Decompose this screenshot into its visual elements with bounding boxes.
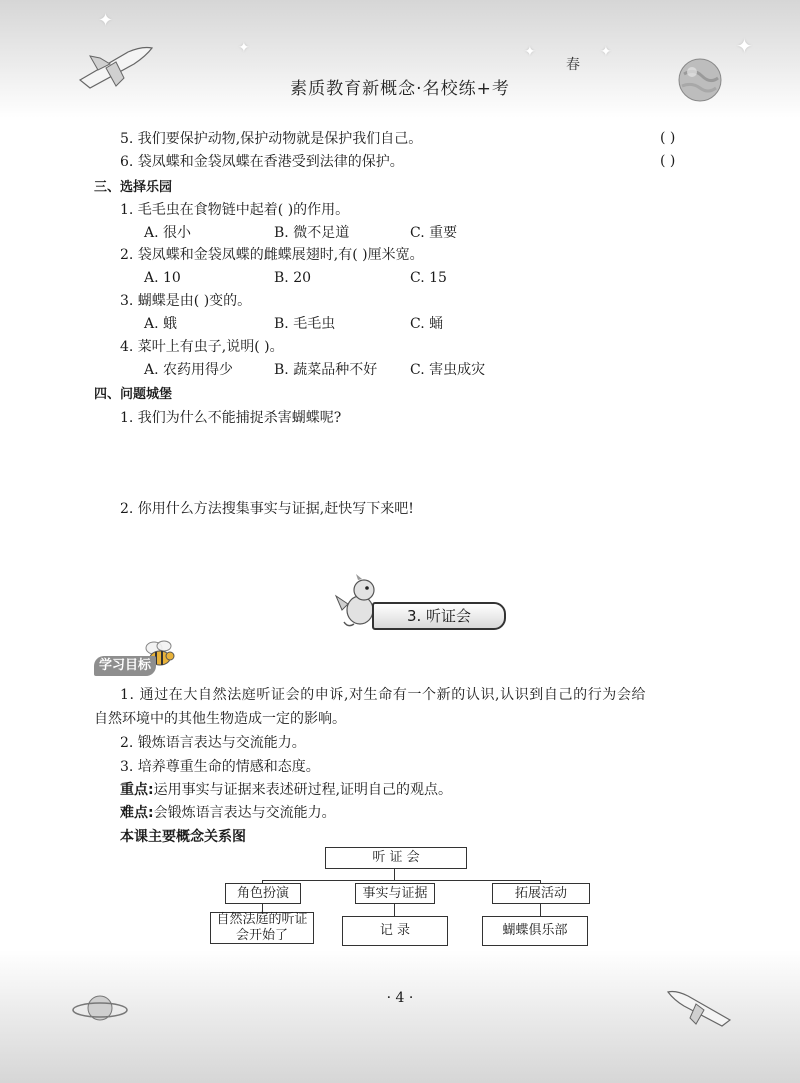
concept-branch: 角色扮演 bbox=[225, 883, 301, 904]
difficulty-text: 会锻炼语言表达与交流能力。 bbox=[153, 805, 336, 821]
section-heading: 四、问题城堡 bbox=[94, 387, 173, 402]
question-text: 4. 菜叶上有虫子,说明( )。 bbox=[120, 339, 284, 355]
ringed-planet-icon bbox=[70, 988, 130, 1028]
option-c[interactable]: C. 蛹 bbox=[410, 316, 444, 332]
star-icon: ✦ bbox=[600, 44, 612, 60]
goal-text: 3. 培养尊重生命的情感和态度。 bbox=[120, 759, 320, 775]
key-point-text: 运用事实与证据来表述研过程,证明自己的观点。 bbox=[153, 782, 453, 798]
connector bbox=[262, 903, 263, 912]
page-footer bbox=[0, 950, 800, 1083]
answer-blank[interactable]: ( ) bbox=[660, 153, 676, 169]
page-header bbox=[0, 0, 800, 118]
option-c[interactable]: C. 15 bbox=[410, 270, 447, 286]
judge-item-5: 5. 我们要保护动物,保护动物就是保护我们自己。 bbox=[120, 131, 423, 147]
option-c[interactable]: C. 重要 bbox=[410, 225, 458, 241]
star-icon: ✦ bbox=[736, 34, 753, 58]
option-a[interactable]: A. 很小 bbox=[144, 225, 192, 241]
connector bbox=[262, 880, 541, 881]
goal-text: 1. 通过在大自然法庭听证会的申诉,对生命有一个新的认识,认识到自己的行为会给 bbox=[120, 687, 647, 703]
option-b[interactable]: B. 微不足道 bbox=[274, 225, 350, 241]
goal-text: 2. 锻炼语言表达与交流能力。 bbox=[120, 735, 306, 751]
season-label: 春 bbox=[566, 57, 580, 73]
concept-root: 听 证 会 bbox=[325, 847, 467, 869]
difficulty-point bbox=[120, 804, 336, 822]
concept-leaf: 自然法庭的听证会开始了 bbox=[210, 912, 314, 944]
section-heading: 三、选择乐园 bbox=[94, 180, 173, 195]
concept-map-title: 本课主要概念关系图 bbox=[120, 829, 246, 845]
header-title: 素质教育新概念·名校练+考 bbox=[290, 79, 510, 99]
space-shuttle-icon bbox=[664, 984, 734, 1028]
connector bbox=[394, 903, 395, 916]
connector bbox=[394, 868, 395, 880]
goal-text: 自然环境中的其他生物造成一定的影响。 bbox=[94, 711, 346, 727]
option-b[interactable]: B. 毛毛虫 bbox=[274, 316, 336, 332]
concept-branch: 事实与证据 bbox=[355, 883, 435, 904]
concept-leaf: 记 录 bbox=[342, 916, 448, 946]
lesson-title: 3. 听证会 bbox=[372, 602, 506, 630]
option-a[interactable]: A. 10 bbox=[144, 270, 181, 286]
star-icon: ✦ bbox=[524, 44, 536, 60]
key-point bbox=[120, 781, 452, 799]
answer-blank[interactable]: ( ) bbox=[660, 130, 676, 146]
option-a[interactable]: A. 蛾 bbox=[144, 316, 178, 332]
goals-label: 学习目标 bbox=[94, 656, 156, 676]
option-c[interactable]: C. 害虫成灾 bbox=[410, 362, 486, 378]
question-text: 2. 袋凤蝶和金袋凤蝶的雌蝶展翅时,有( )厘米宽。 bbox=[120, 247, 424, 263]
star-icon: ✦ bbox=[98, 10, 114, 31]
difficulty-label: 难点: bbox=[120, 805, 154, 821]
page-number: · 4 · bbox=[386, 990, 414, 1006]
question-text: 1. 毛毛虫在食物链中起着( )的作用。 bbox=[120, 202, 350, 218]
judge-item-6: 6. 袋凤蝶和金袋凤蝶在香港受到法律的保护。 bbox=[120, 154, 404, 170]
concept-leaf: 蝴蝶俱乐部 bbox=[482, 916, 588, 946]
option-b[interactable]: B. 20 bbox=[274, 270, 312, 286]
key-point-label: 重点: bbox=[120, 782, 154, 798]
option-a[interactable]: A. 农药用得少 bbox=[144, 362, 234, 378]
question-text: 2. 你用什么方法搜集事实与证据,赶快写下来吧! bbox=[120, 501, 414, 517]
star-icon: ✦ bbox=[238, 40, 250, 56]
connector bbox=[540, 903, 541, 916]
concept-branch: 拓展活动 bbox=[492, 883, 590, 904]
option-b[interactable]: B. 蔬菜品种不好 bbox=[274, 362, 378, 378]
question-text: 3. 蝴蝶是由( )变的。 bbox=[120, 293, 252, 309]
question-text: 1. 我们为什么不能捕捉杀害蝴蝶呢? bbox=[120, 410, 342, 426]
